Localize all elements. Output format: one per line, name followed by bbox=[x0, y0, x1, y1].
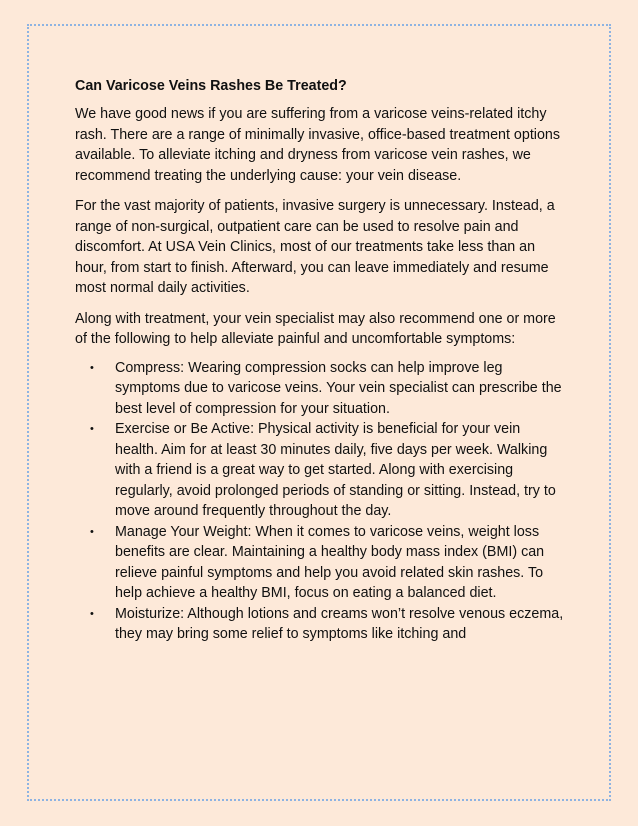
list-item-text: Moisturize: Although lotions and creams won’t resolve venous eczema, they may bring some relief to symptoms like itching and bbox=[115, 605, 564, 642]
bullet-icon: • bbox=[90, 361, 94, 374]
paragraph-recommendations: Along with treatment, your vein specialist may also recommend one or more of the following to help alleviate painful and uncomfortable symptoms: bbox=[75, 310, 556, 347]
symptom-relief-list bbox=[75, 358, 565, 645]
list-item-text: Exercise or Be Active: Physical activity is beneficial for your vein health. Aim for at least 30 minutes daily, five days per week. Walking with a friend is a great way to get started. Along with exercising regularly, avoid prolonged periods of standing or sitting. Instead, try to move around frequently throughout the day. bbox=[115, 421, 556, 519]
section-heading: Can Varicose Veins Rashes Be Treated? bbox=[75, 78, 347, 94]
list-item-weight bbox=[75, 522, 565, 604]
bullet-icon: • bbox=[90, 607, 94, 620]
bullet-icon: • bbox=[90, 423, 94, 435]
list-item-compress bbox=[75, 358, 565, 420]
paragraph-intro: We have good news if you are suffering from a varicose veins-related itchy rash. There are a range of minimally invasive, office-based treatment options available. To alleviate itching and dryness from varicose vein rashes, we recommend treating the underlying cause: your vein disease. bbox=[75, 106, 561, 184]
list-item-moisturize bbox=[75, 604, 565, 645]
bullet-icon: • bbox=[90, 525, 94, 538]
list-item-text: Compress: Wearing compression socks can help improve leg symptoms due to varicose veins. Your vein specialist can prescribe the best level of compression for your situation. bbox=[115, 359, 562, 417]
list-item-text: Manage Your Weight: When it comes to varicose veins, weight loss benefits are clear. Maintaining a healthy body mass index (BMI) can relieve painful symptoms and help you avoid related skin rashes. To help achieve a healthy BMI, focus on eating a balanced diet. bbox=[115, 523, 545, 601]
paragraph-treatment: For the vast majority of patients, invasive surgery is unnecessary. Instead, a range of non-surgical, outpatient care can be used to resolve pain and discomfort. At USA Vein Clinics, most of our treatments take less than an hour, from start to finish. Afterward, you can leave immediately and resume most normal daily activities. bbox=[75, 198, 555, 296]
document-body bbox=[75, 76, 565, 645]
list-item-exercise bbox=[75, 419, 565, 522]
